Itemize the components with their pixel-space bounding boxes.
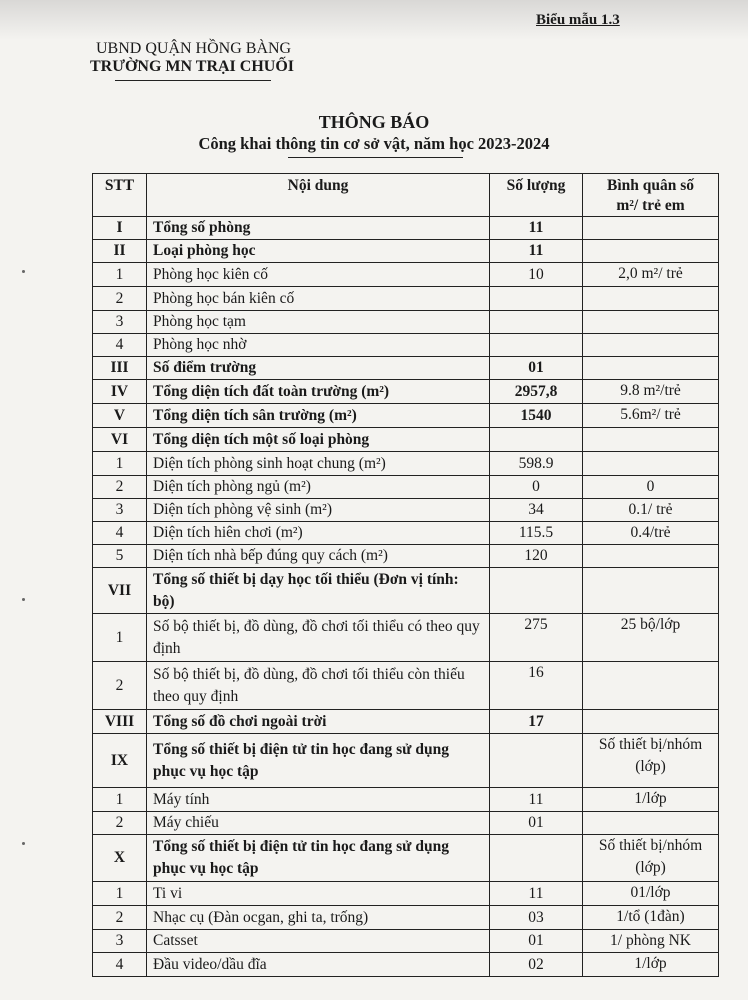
cell-content: Diện tích phòng vệ sinh (m²) — [147, 499, 490, 522]
cell-stt: 4 — [93, 522, 147, 545]
cell-stt: 2 — [93, 906, 147, 930]
cell-stt: V — [93, 404, 147, 428]
cell-content: Tổng số thiết bị điện tử tin học đang sử dụng phục vụ học tập — [147, 734, 490, 788]
cell-qty: 275 — [490, 614, 583, 662]
cell-qty: 120 — [490, 545, 583, 568]
cell-stt: VI — [93, 428, 147, 452]
cell-content: Phòng học kiên cố — [147, 263, 490, 287]
cell-stt: IX — [93, 734, 147, 788]
cell-qty: 1540 — [490, 404, 583, 428]
document-title: THÔNG BÁO — [318, 112, 430, 132]
cell-stt: 2 — [93, 476, 147, 499]
table-row — [93, 311, 719, 334]
document-subtitle: Công khai thông tin cơ sở vật, năm học 2023-2024 — [198, 134, 550, 153]
table-header — [93, 174, 719, 217]
table-row — [93, 428, 719, 452]
table-row — [93, 334, 719, 357]
cell-qty: 0 — [490, 476, 583, 499]
cell-stt: VII — [93, 568, 147, 614]
cell-qty — [490, 287, 583, 311]
cell-stt: 3 — [93, 311, 147, 334]
table-row — [93, 476, 719, 499]
cell-avg: 0.1/ trẻ — [583, 499, 719, 522]
cell-avg — [583, 311, 719, 334]
table-row — [93, 812, 719, 835]
cell-stt: 1 — [93, 452, 147, 476]
table-row — [93, 404, 719, 428]
cell-stt: I — [93, 217, 147, 240]
form-label: Biểu mẫu 1.3 — [536, 12, 620, 28]
cell-avg — [583, 334, 719, 357]
cell-content: Tổng số đồ chơi ngoài trời — [147, 710, 490, 734]
cell-qty — [490, 311, 583, 334]
table-row — [93, 568, 719, 614]
cell-avg — [583, 452, 719, 476]
cell-stt: VIII — [93, 710, 147, 734]
cell-qty: 34 — [490, 499, 583, 522]
cell-avg — [583, 428, 719, 452]
column-header-content: Nội dung — [147, 174, 490, 217]
cell-qty: 10 — [490, 263, 583, 287]
cell-content: Đầu video/dầu đĩa — [147, 953, 490, 977]
cell-content: Phòng học bán kiên cố — [147, 287, 490, 311]
cell-stt: IV — [93, 380, 147, 404]
cell-content: Số điểm trường — [147, 357, 490, 380]
cell-qty: 2957,8 — [490, 380, 583, 404]
cell-qty: 16 — [490, 662, 583, 710]
cell-qty: 01 — [490, 357, 583, 380]
facilities-table — [92, 173, 719, 977]
divider — [115, 80, 271, 81]
cell-content: Máy tính — [147, 788, 490, 812]
cell-qty: 03 — [490, 906, 583, 930]
cell-stt: 1 — [93, 614, 147, 662]
cell-stt: 2 — [93, 287, 147, 311]
table-row — [93, 452, 719, 476]
table-row — [93, 263, 719, 287]
cell-avg: 1/lớp — [583, 953, 719, 977]
cell-avg — [583, 568, 719, 614]
cell-content: Số bộ thiết bị, đồ dùng, đồ chơi tối thiểu có theo quy định — [147, 614, 490, 662]
table-row — [93, 522, 719, 545]
table-row — [93, 882, 719, 906]
cell-content: Tổng diện tích sân trường (m²) — [147, 404, 490, 428]
cell-avg — [583, 812, 719, 835]
cell-qty: 01 — [490, 930, 583, 953]
cell-avg: 1/tổ (1đàn) — [583, 906, 719, 930]
cell-avg: Số thiết bị/nhóm (lớp) — [583, 835, 719, 882]
org-line-1: UBND QUẬN HỒNG BÀNG — [96, 40, 292, 57]
cell-content: Loại phòng học — [147, 240, 490, 263]
cell-avg: 01/lớp — [583, 882, 719, 906]
table-row — [93, 835, 719, 882]
cell-qty: 11 — [490, 240, 583, 263]
cell-content: Tổng số thiết bị điện tử tin học đang sử dụng phục vụ học tập — [147, 835, 490, 882]
cell-avg: 0 — [583, 476, 719, 499]
cell-qty — [490, 568, 583, 614]
cell-stt: 4 — [93, 334, 147, 357]
table-row — [93, 953, 719, 977]
cell-qty — [490, 734, 583, 788]
cell-content: Diện tích phòng ngủ (m²) — [147, 476, 490, 499]
cell-content: Ti vi — [147, 882, 490, 906]
cell-avg — [583, 240, 719, 263]
cell-stt: III — [93, 357, 147, 380]
org-line-2: TRƯỜNG MN TRẠI CHUỐI — [90, 58, 295, 75]
cell-avg: 5.6m²/ trẻ — [583, 404, 719, 428]
cell-qty: 11 — [490, 217, 583, 240]
cell-qty — [490, 428, 583, 452]
cell-qty: 11 — [490, 882, 583, 906]
cell-qty: 598.9 — [490, 452, 583, 476]
cell-stt: 2 — [93, 812, 147, 835]
scan-shadow — [0, 0, 748, 40]
cell-qty: 01 — [490, 812, 583, 835]
cell-content: Phòng học nhờ — [147, 334, 490, 357]
cell-avg: Số thiết bị/nhóm (lớp) — [583, 734, 719, 788]
cell-avg — [583, 217, 719, 240]
cell-content: Tổng diện tích đất toàn trường (m²) — [147, 380, 490, 404]
cell-stt: 4 — [93, 953, 147, 977]
cell-avg: 1/ phòng NK — [583, 930, 719, 953]
table-row — [93, 614, 719, 662]
cell-stt: X — [93, 835, 147, 882]
column-header-average: Bình quân số m²/ trẻ em — [583, 174, 719, 217]
divider — [288, 157, 463, 158]
cell-content: Catsset — [147, 930, 490, 953]
cell-qty: 02 — [490, 953, 583, 977]
cell-content: Máy chiếu — [147, 812, 490, 835]
table-row — [93, 240, 719, 263]
cell-content: Tổng số phòng — [147, 217, 490, 240]
table-row — [93, 287, 719, 311]
cell-stt: 2 — [93, 662, 147, 710]
cell-avg: 0.4/trẻ — [583, 522, 719, 545]
cell-avg — [583, 357, 719, 380]
cell-content: Tổng diện tích một số loại phòng — [147, 428, 490, 452]
cell-content: Nhạc cụ (Đàn ocgan, ghi ta, trống) — [147, 906, 490, 930]
cell-avg — [583, 545, 719, 568]
table-row — [93, 499, 719, 522]
cell-content: Diện tích hiên chơi (m²) — [147, 522, 490, 545]
cell-stt: 1 — [93, 882, 147, 906]
cell-qty: 17 — [490, 710, 583, 734]
cell-stt: 3 — [93, 930, 147, 953]
cell-stt: 1 — [93, 788, 147, 812]
cell-stt: 5 — [93, 545, 147, 568]
cell-content: Số bộ thiết bị, đồ dùng, đồ chơi tối thiểu còn thiếu theo quy định — [147, 662, 490, 710]
cell-avg: 2,0 m²/ trẻ — [583, 263, 719, 287]
punch-mark — [22, 270, 25, 273]
table-row — [93, 930, 719, 953]
cell-content: Diện tích phòng sinh hoạt chung (m²) — [147, 452, 490, 476]
cell-stt: II — [93, 240, 147, 263]
table-row — [93, 662, 719, 710]
cell-content: Tổng số thiết bị dạy học tối thiểu (Đơn vị tính: bộ) — [147, 568, 490, 614]
table-row — [93, 734, 719, 788]
table-row — [93, 357, 719, 380]
cell-qty — [490, 334, 583, 357]
cell-stt: 1 — [93, 263, 147, 287]
column-header-quantity: Số lượng — [490, 174, 583, 217]
table-row — [93, 380, 719, 404]
cell-qty: 11 — [490, 788, 583, 812]
cell-qty: 115.5 — [490, 522, 583, 545]
cell-avg: 1/lớp — [583, 788, 719, 812]
cell-avg — [583, 287, 719, 311]
table-row — [93, 545, 719, 568]
cell-qty — [490, 835, 583, 882]
column-header-stt: STT — [93, 174, 147, 217]
punch-mark — [22, 598, 25, 601]
cell-avg: 9.8 m²/trẻ — [583, 380, 719, 404]
cell-avg: 25 bộ/lớp — [583, 614, 719, 662]
cell-avg — [583, 710, 719, 734]
punch-mark — [22, 842, 25, 845]
cell-stt: 3 — [93, 499, 147, 522]
table-row — [93, 906, 719, 930]
cell-avg — [583, 662, 719, 710]
table-row — [93, 217, 719, 240]
table-row — [93, 710, 719, 734]
table-row — [93, 788, 719, 812]
cell-content: Diện tích nhà bếp đúng quy cách (m²) — [147, 545, 490, 568]
cell-content: Phòng học tạm — [147, 311, 490, 334]
